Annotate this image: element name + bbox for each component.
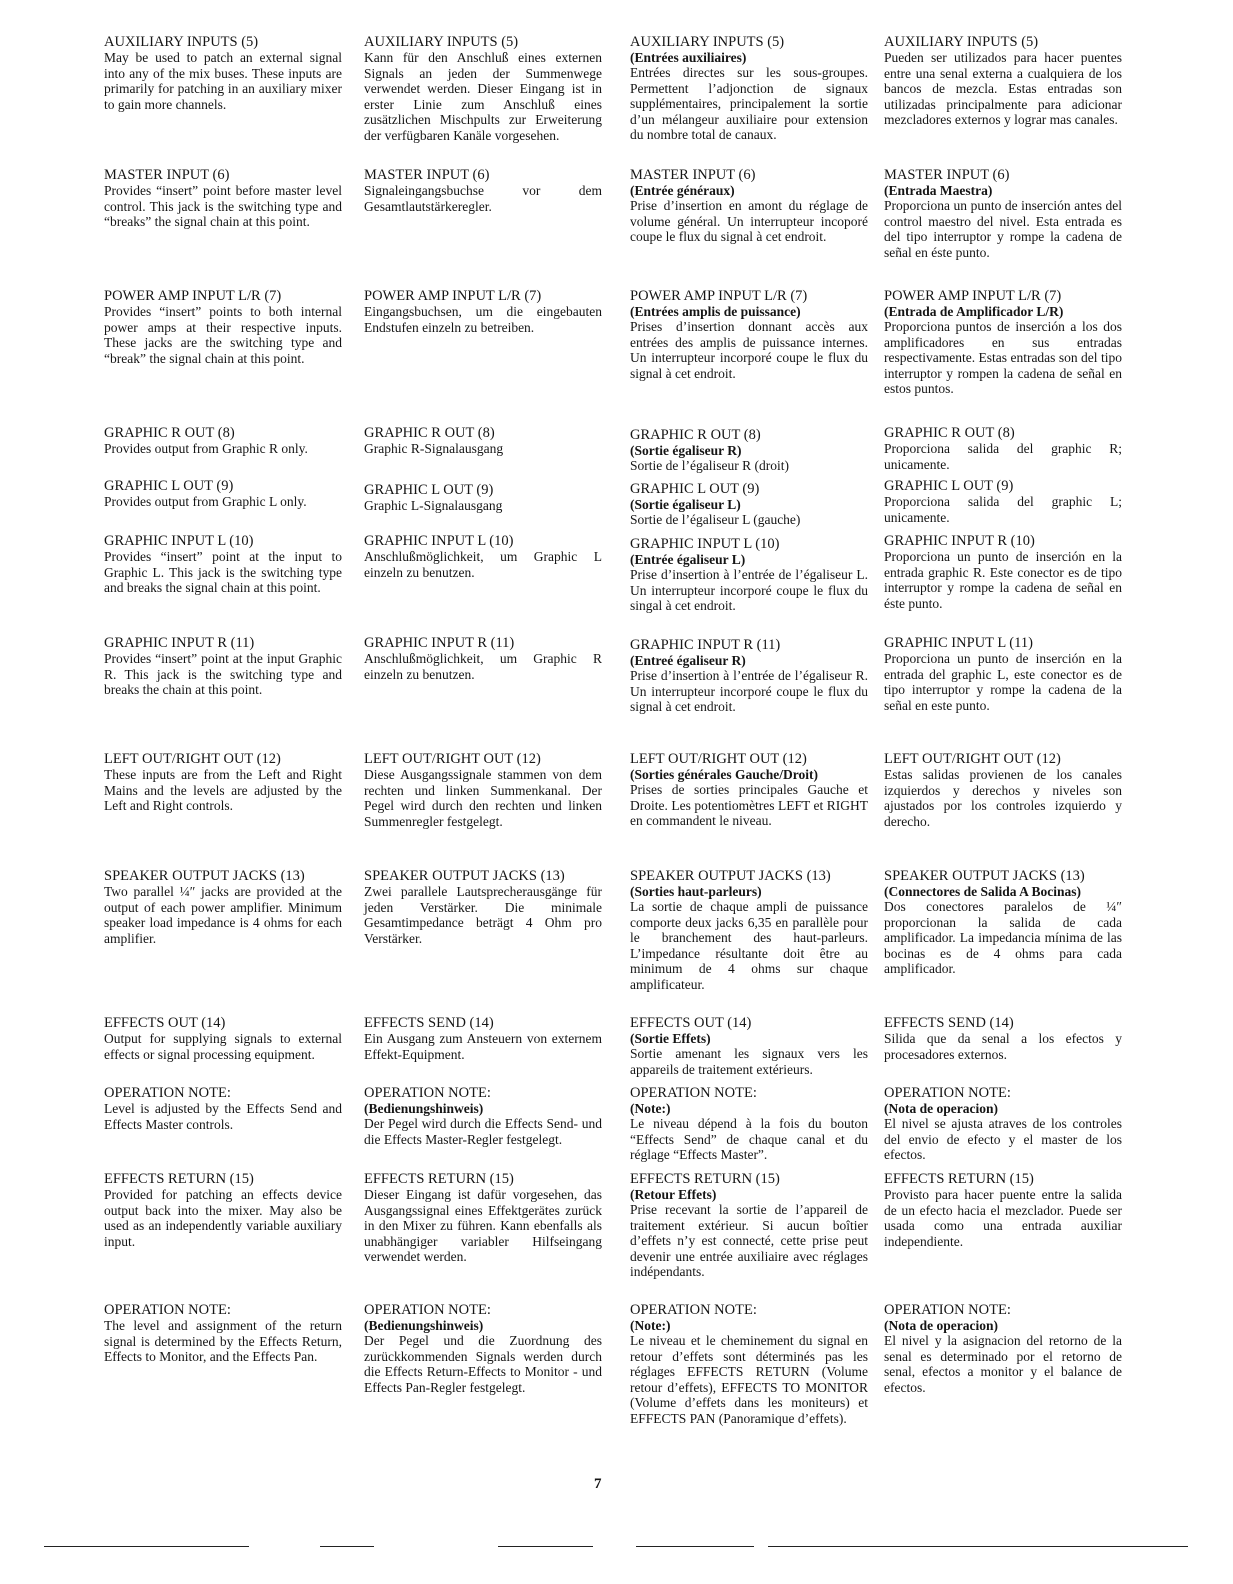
section — [104, 533, 342, 596]
section-heading: LEFT OUT/RIGHT OUT (12) — [364, 751, 541, 767]
section-subheading: (Entrada de Amplificador L/R) — [884, 304, 1064, 319]
section-body: Proporciona salida del graphic R; unicamente. — [884, 441, 1122, 472]
section-subheading: (Entreé égaliseur R) — [630, 653, 746, 668]
section-heading: EFFECTS RETURN (15) — [364, 1171, 514, 1187]
section — [630, 427, 868, 474]
section-body: Signaleingangsbuchse vor dem Gesamtlautstärkeregler. — [364, 183, 602, 214]
section — [364, 288, 602, 335]
section — [884, 167, 1122, 260]
section — [104, 288, 342, 366]
section-heading: GRAPHIC L OUT (9) — [630, 481, 760, 497]
section — [364, 34, 602, 143]
section-heading: POWER AMP INPUT L/R (7) — [884, 288, 1062, 304]
section-body: Kann für den Anschluß eines externen Signals an jeden der Summenwege verwendet werden. Dieser Eingang ist in erster Linie zum Anschluß eines zusätzlichen Mischpults zur Erweiterung der verfügbaren Kanäle vorgesehen. — [364, 50, 602, 143]
section-heading: EFFECTS SEND (14) — [364, 1015, 494, 1031]
section — [364, 482, 602, 514]
section-subheading: (Sorties générales Gauche/Droit) — [630, 767, 818, 782]
section-heading: LEFT OUT/RIGHT OUT (12) — [104, 751, 281, 767]
section — [630, 868, 868, 992]
section-subheading: (Entrée généraux) — [630, 183, 735, 198]
section-heading: EFFECTS RETURN (15) — [884, 1171, 1034, 1187]
section-body: These inputs are from the Left and Right Mains and the levels are adjusted by the Left and Right controls. — [104, 767, 342, 813]
bottom-rule — [44, 1546, 249, 1547]
section-heading: OPERATION NOTE: — [884, 1085, 1011, 1101]
section-body: Provides “insert” point before master level control. This jack is the switching type and “breaks” the signal chain at this point. — [104, 183, 342, 229]
section-subheading: (Bedienungshinweis) — [364, 1318, 484, 1333]
section-body: El nivel se ajusta atraves de los controles del envio de efecto y el master de los efectos. — [884, 1116, 1122, 1162]
section — [104, 478, 342, 510]
section-subheading: (Retour Effets) — [630, 1187, 717, 1202]
section — [104, 425, 342, 457]
section-body: Anschlußmöglichkeit, um Graphic R einzeln zu benutzen. — [364, 651, 602, 682]
bottom-rule — [768, 1546, 1188, 1547]
section — [630, 167, 868, 245]
section — [364, 167, 602, 214]
bottom-rule — [498, 1546, 593, 1547]
section-body: The level and assignment of the return signal is determined by the Effects Return, Effects to Monitor, and the Effects Pan. — [104, 1318, 342, 1364]
section-heading: OPERATION NOTE: — [364, 1302, 491, 1318]
section — [630, 1015, 868, 1077]
section-subheading: (Sortie égaliseur R) — [630, 443, 742, 458]
section — [884, 868, 1122, 977]
section-body: Zwei parallele Lautsprecherausgänge für jeden Verstärker. Die minimale Gesamtimpedance beträgt 4 Ohm pro Verstärker. — [364, 884, 602, 946]
section-body: Entrées directes sur les sous-groupes. Permettent l’adjonction de signaux supplémentaires, principalement la sortie d’un mélangeur auxiliaire pour extension du nombre total de canaux. — [630, 65, 868, 142]
section-heading: OPERATION NOTE: — [884, 1302, 1011, 1318]
section-body: Provides “insert” point at the input to Graphic L. This jack is the switching type and breaks the signal chain at this point. — [104, 549, 342, 595]
page-number: 7 — [594, 1476, 602, 1492]
section-heading: GRAPHIC R OUT (8) — [364, 425, 495, 441]
section-body: Le niveau dépend à la fois du bouton “Effects Send” de chaque canal et du réglage “Effects Master”. — [630, 1116, 868, 1162]
section-subheading: (Bedienungshinweis) — [364, 1101, 484, 1116]
section-body: Pueden ser utilizados para hacer puentes entre una senal externa a cualquiera de los bancos de mezcla. Estas entradas son utilizadas principalmente para adicionar mezcladores externos y lograr mas canales. — [884, 50, 1122, 127]
section — [884, 533, 1122, 611]
section-heading: GRAPHIC L OUT (9) — [364, 482, 494, 498]
section-subheading: (Connectores de Salida A Bocinas) — [884, 884, 1082, 899]
section-body: Sortie de l’égaliseur R (droit) — [630, 458, 789, 473]
section-body: Two parallel ¼″ jacks are provided at the output of each power amplifier. Minimum speaker load impedance is 4 ohms for each amplifier. — [104, 884, 342, 946]
section-body: Sortie de l’égaliseur L (gauche) — [630, 512, 801, 527]
section-heading: MASTER INPUT (6) — [630, 167, 756, 183]
section-body: Silida que da senal a los efectos y procesadores externos. — [884, 1031, 1122, 1062]
section-subheading: (Note:) — [630, 1318, 671, 1333]
section-body: Der Pegel wird durch die Effects Send- und die Effects Master-Regler festgelegt. — [364, 1116, 602, 1147]
section-body: Estas salidas provienen de los canales izquierdos y derechos y niveles son ajustados por los controles izquierdo y derecho. — [884, 767, 1122, 829]
section-heading: GRAPHIC INPUT R (11) — [630, 637, 781, 653]
section-heading: OPERATION NOTE: — [364, 1085, 491, 1101]
section — [364, 533, 602, 580]
section-body: Level is adjusted by the Effects Send and Effects Master controls. — [104, 1101, 342, 1132]
section-body: El nivel y la asignacion del retorno de la senal es determinado por el retorno de senal, efectos a monitor y el balance de efectos. — [884, 1333, 1122, 1395]
section — [884, 1302, 1122, 1395]
section-heading: MASTER INPUT (6) — [364, 167, 490, 183]
section-body: Output for supplying signals to external effects or signal processing equipment. — [104, 1031, 342, 1062]
section — [630, 481, 868, 528]
section-heading: EFFECTS SEND (14) — [884, 1015, 1014, 1031]
section-body: Dieser Eingang ist dafür vorgesehen, das Ausgangssignal eines Effektgerätes zurück in den Mixer zu führen. Kann ebenfalls als unabhängiger variabler Hilfseingang verwendet werden. — [364, 1187, 602, 1264]
section-body: Provides “insert” point at the input Graphic R. This jack is the switching type and breaks the chain at this point. — [104, 651, 342, 697]
section — [364, 868, 602, 946]
section-heading: MASTER INPUT (6) — [884, 167, 1010, 183]
section — [884, 635, 1122, 713]
section-body: Der Pegel und die Zuordnung des zurückkommenden Signals werden durch die Effects Return-Effects to Monitor - und Effects Pan-Regler festgelegt. — [364, 1333, 602, 1395]
section — [884, 34, 1122, 128]
section-body: Proporciona un punto de inserción en la entrada del graphic L, este conector es de tipo interruptor y rompe la cadena de la señal en este punto. — [884, 651, 1122, 713]
section-subheading: (Nota de operacion) — [884, 1318, 998, 1333]
section — [364, 1015, 602, 1062]
section — [104, 868, 342, 946]
section-body: Graphic R-Signalausgang — [364, 441, 504, 456]
section-heading: OPERATION NOTE: — [104, 1085, 231, 1101]
section — [630, 1171, 868, 1280]
section-heading: GRAPHIC INPUT L (10) — [364, 533, 514, 549]
section — [364, 1302, 602, 1395]
section — [630, 288, 868, 381]
section-heading: AUXILIARY INPUTS (5) — [884, 34, 1039, 50]
section-heading: OPERATION NOTE: — [104, 1302, 231, 1318]
section-body: Dos conectores paralelos de ¼″ proporcionan la salida de cada amplificador. La impedancia mínima de las bocinas es de 4 ohms para cada amplificador. — [884, 899, 1122, 976]
section-body: Sortie amenant les signaux vers les appareils de traitement extérieurs. — [630, 1046, 868, 1077]
section — [630, 751, 868, 829]
section — [104, 1302, 342, 1365]
section-body: Proporciona salida del graphic L; unicamente. — [884, 494, 1122, 525]
section — [364, 751, 602, 829]
section-body: Prises de sorties principales Gauche et Droite. Les potentiomètres LEFT et RIGHT en commandent le niveau. — [630, 782, 868, 828]
section-heading: GRAPHIC INPUT R (10) — [884, 533, 1035, 549]
section — [630, 1302, 868, 1426]
section — [630, 1085, 868, 1163]
section — [630, 536, 868, 614]
section — [104, 34, 342, 112]
section-heading: GRAPHIC L OUT (9) — [884, 478, 1014, 494]
section-subheading: (Entrée égaliseur L) — [630, 552, 746, 567]
section-heading: GRAPHIC R OUT (8) — [104, 425, 235, 441]
section-heading: GRAPHIC R OUT (8) — [630, 427, 761, 443]
section-heading: GRAPHIC INPUT L (10) — [630, 536, 780, 552]
section-heading: AUXILIARY INPUTS (5) — [104, 34, 259, 50]
section — [364, 1085, 602, 1147]
section — [364, 1171, 602, 1265]
section-body: Provides output from Graphic L only. — [104, 494, 307, 509]
section — [884, 1085, 1122, 1163]
section-heading: AUXILIARY INPUTS (5) — [630, 34, 785, 50]
section-heading: OPERATION NOTE: — [630, 1302, 757, 1318]
section-heading: EFFECTS RETURN (15) — [630, 1171, 780, 1187]
section — [630, 637, 868, 715]
section — [104, 751, 342, 814]
section-body: La sortie de chaque ampli de puissance comporte deux jacks 6,35 en parallèle pour le branchement des haut-parleurs. L’impedance résultante doit être au minimum de 4 ohms sur chaque amplificateur. — [630, 899, 868, 992]
section-body: Prise d’insertion à l’entrée de l’égaliseur L. Un interrupteur incorporé coupe le flux du singal à cet endroit. — [630, 567, 868, 613]
section — [884, 1015, 1122, 1062]
section — [884, 425, 1122, 472]
section-subheading: (Entrada Maestra) — [884, 183, 993, 198]
section-body: Ein Ausgang zum Ansteuern von externem Effekt-Equipment. — [364, 1031, 602, 1062]
section-heading: LEFT OUT/RIGHT OUT (12) — [630, 751, 807, 767]
section-heading: EFFECTS OUT (14) — [630, 1015, 752, 1031]
section — [364, 425, 602, 457]
section-body: Proporciona un punto de inserción antes del control maestro del nivel. Esta entrada es del tipo interruptor y rompe la cadena de señal en éste punto. — [884, 198, 1122, 260]
section-body: Graphic L-Signalausgang — [364, 498, 503, 513]
section-heading: EFFECTS OUT (14) — [104, 1015, 226, 1031]
section-body: Diese Ausgangssignale stammen von dem rechten und linken Summenkanal. Der Pegel wird durch den rechten und linken Summenregler festgelegt. — [364, 767, 602, 829]
section — [630, 34, 868, 143]
section-body: Proporciona un punto de inserción en la entrada graphic R. Este conector es de tipo interruptor y rompe la cadena de señal en éste punto. — [884, 549, 1122, 611]
section — [104, 167, 342, 230]
section-subheading: (Sorties haut-parleurs) — [630, 884, 762, 899]
section-heading: AUXILIARY INPUTS (5) — [364, 34, 519, 50]
section-body: Proporciona puntos de inserción a los dos amplificadores en sus entradas respectivamente. Estas entradas son del tipo interruptor y rompen la cadena de señal en estos puntos. — [884, 319, 1122, 396]
section — [884, 288, 1122, 397]
section-body: Provides “insert” points to both internal power amps at their respective inputs. These jacks are the switching type and “break” the signal chain at this point. — [104, 304, 342, 366]
section-body: Provided for patching an effects device output back into the mixer. May also be used as an independently variable auxiliary input. — [104, 1187, 342, 1249]
section-body: Provides output from Graphic R only. — [104, 441, 308, 456]
section — [104, 1015, 342, 1062]
section-heading: LEFT OUT/RIGHT OUT (12) — [884, 751, 1061, 767]
bottom-rule — [320, 1546, 374, 1547]
section-heading: SPEAKER OUTPUT JACKS (13) — [884, 868, 1085, 884]
section — [364, 635, 602, 682]
section-heading: GRAPHIC INPUT L (10) — [104, 533, 254, 549]
section-heading: GRAPHIC INPUT R (11) — [104, 635, 255, 651]
section-subheading: (Entrées amplis de puissance) — [630, 304, 801, 319]
section-heading: POWER AMP INPUT L/R (7) — [104, 288, 282, 304]
section-body: Prise recevant la sortie de l’appareil de traitement extérieur. Si aucun boîtier d’effets n’y est connecté, cette prise peut devenir une entrée auxiliaire avec réglages indépendants. — [630, 1202, 868, 1279]
section-subheading: (Note:) — [630, 1101, 671, 1116]
section-heading: GRAPHIC R OUT (8) — [884, 425, 1015, 441]
section — [104, 635, 342, 698]
section-heading: GRAPHIC INPUT L (11) — [884, 635, 1033, 651]
section-heading: GRAPHIC INPUT R (11) — [364, 635, 515, 651]
section — [104, 1085, 342, 1132]
section-body: Provisto para hacer puente entre la salida de un efecto hacia el mezclador. Puede ser usada como una entrada auxiliar independiente. — [884, 1187, 1122, 1249]
section-subheading: (Entrées auxiliaires) — [630, 50, 747, 65]
section-heading: GRAPHIC L OUT (9) — [104, 478, 234, 494]
section-body: May be used to patch an external signal into any of the mix buses. These inputs are primarily for patching in an auxiliary mixer to gain more channels. — [104, 50, 342, 112]
section-subheading: (Sortie égaliseur L) — [630, 497, 741, 512]
section — [884, 751, 1122, 829]
section-heading: SPEAKER OUTPUT JACKS (13) — [630, 868, 831, 884]
section-body: Prises d’insertion donnant accès aux entrées des amplis de puissance internes. Un interrupteur incorporé coupe le flux du signal à cet endroit. — [630, 319, 868, 381]
section — [104, 1171, 342, 1249]
section-body: Prise d’insertion à l’entrée de l’égaliseur R. Un interrupteur incorporé coupe le flux du signal à cet endroit. — [630, 668, 868, 714]
section-body: Le niveau et le cheminement du signal en retour d’effets sont déterminés pas les réglages EFFECTS RETURN (Volume retour d’effets), EFFECTS TO MONITOR (Volume d’effets dans les moniteurs) et EFFECTS PAN (Panoramique d’effets). — [630, 1333, 868, 1426]
section-subheading: (Sortie Effets) — [630, 1031, 711, 1046]
section-body: Eingangsbuchsen, um die eingebauten Endstufen einzeln zu betreiben. — [364, 304, 602, 335]
section-heading: EFFECTS RETURN (15) — [104, 1171, 254, 1187]
section — [884, 478, 1122, 525]
section-heading: SPEAKER OUTPUT JACKS (13) — [364, 868, 565, 884]
bottom-rule — [636, 1546, 754, 1547]
section-subheading: (Nota de operacion) — [884, 1101, 998, 1116]
section — [884, 1171, 1122, 1249]
section-heading: OPERATION NOTE: — [630, 1085, 757, 1101]
section-body: Prise d’insertion en amont du réglage de volume général. Un interrupteur incoporé coupe le flux du signal à cet endroit. — [630, 198, 868, 244]
section-heading: POWER AMP INPUT L/R (7) — [364, 288, 542, 304]
section-heading: MASTER INPUT (6) — [104, 167, 230, 183]
section-heading: POWER AMP INPUT L/R (7) — [630, 288, 808, 304]
section-heading: SPEAKER OUTPUT JACKS (13) — [104, 868, 305, 884]
section-body: Anschlußmöglichkeit, um Graphic L einzeln zu benutzen. — [364, 549, 602, 580]
